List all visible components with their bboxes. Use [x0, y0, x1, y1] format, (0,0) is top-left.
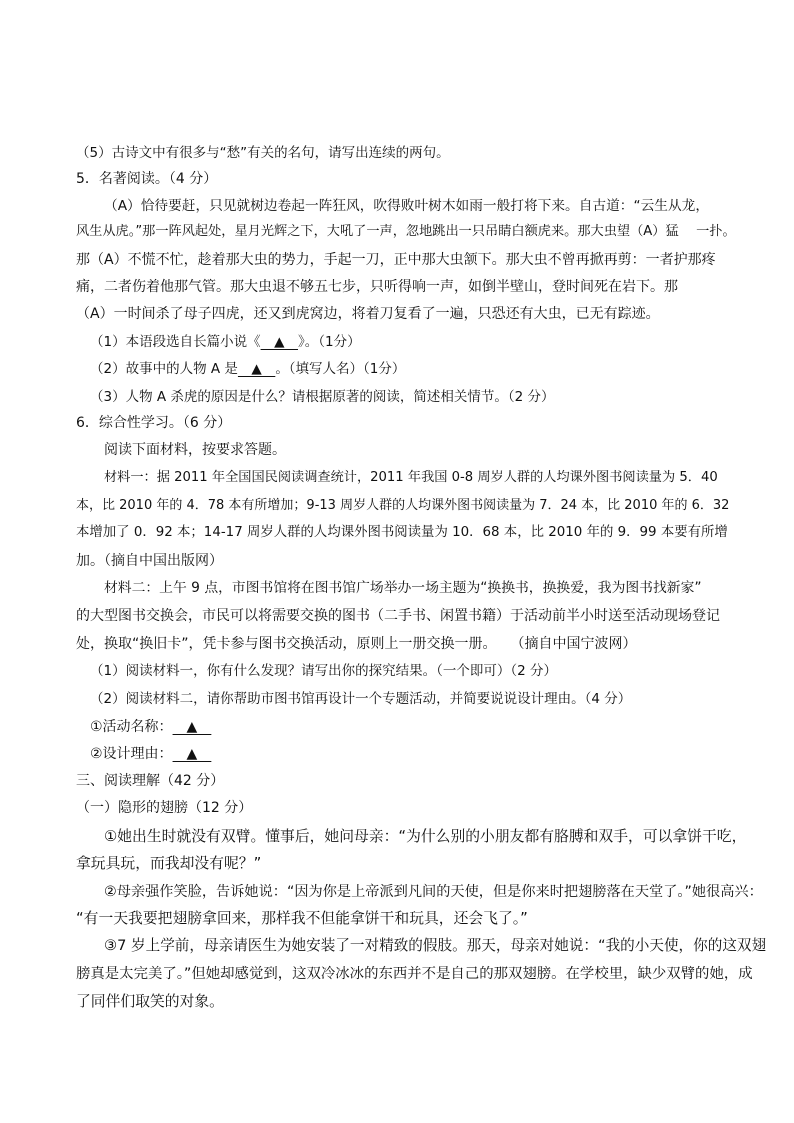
answer-blank-design-reason[interactable]: ▲ [172, 746, 212, 762]
material-1-line-2: 本，比 2010 年的 4．78 本有所增加；9-13 周岁人群的人均课外图书阅读量为 7．24 本，比 2010 年的 6．32 [76, 498, 730, 513]
passage-5-line-5: （A）一时间杀了母子四虎，还又到虎窝边，将着刀复看了一遍，只恐还有大虫，已无有踪迹。 [76, 306, 660, 322]
passage-5-line-4: 痛，二者伤着他那气管。那大虫退不够五七步，只听得响一声，如倒半壁山，登时间死在岩下。那 [76, 279, 678, 295]
question-5-2 [90, 358, 405, 380]
material-1-line-1: 材料一：据 2011 年全国国民阅读调查统计，2011 年我国 0-8 周岁人群的人均课外图书阅读量为 5．40 [104, 470, 718, 485]
material-2-line-1: 材料二：上午 9 点，市图书馆将在图书馆广场举办一场主题为“换换书，换换爱，我为图书找新家” [104, 580, 702, 596]
passage-5-line-3: 那（A）不慌不忙，趁着那大虫的势力，手起一刀，正中那大虫颔下。那大虫不曾再掀再剪：一者护那疼 [76, 252, 716, 268]
question-5-2-text: （2）故事中的人物 A 是 [90, 361, 238, 377]
material-2-line-3: 处，换取“换旧卡”，凭卡参与图书交换活动，原则上一册交换一册。 （摘自中国宁波网） [76, 636, 637, 652]
material-1-line-3: 本增加了 0．92 本；14-17 周岁人群的人均课外图书阅读量为 10．68 本，比 2010 年的 9．99 本要有所增 [76, 525, 728, 540]
reading-para-3-line-3: 了同伴们取笑的对象。 [76, 993, 224, 1010]
reading-para-2-line-1: ②母亲强作笑脸，告诉她说：“因为你是上帝派到凡间的天使，但是你来时把翅膀落在天堂了。”她很高兴： [104, 884, 763, 900]
reading-para-1-line-1: ①她出生时就没有双臂。懂事后，她问母亲：“为什么别的小朋友都有胳膊和双手，可以拿饼干吃， [104, 828, 747, 845]
question-6-1: （1）阅读材料一，你有什么发现？请写出你的探究结果。（一个即可）（2 分） [90, 663, 557, 679]
reading-para-2-line-2: “有一天我要把翅膀拿回来，那样我不但能拿饼干和玩具，还会飞了。” [76, 910, 528, 927]
reading-para-3-line-2: 膀真是太完美了。”但她却感觉到，这双冷冰冰的东西并不是自己的那双翅膀。在学校里，缺少双臂的她，成 [76, 966, 753, 982]
reading-para-1-line-2: 拿玩具玩，而我却没有呢？” [76, 855, 262, 872]
material-1-line-4: 加。（摘自中国出版网） [76, 553, 223, 569]
section-6-intro: 阅读下面材料，按要求答题。 [104, 442, 286, 458]
passage-5-line-2: 风生从虎。”那一阵风起处，星月光辉之下，大吼了一声，忽地跳出一只吊睛白额虎来。那大虫望（A）猛 一扑。 [76, 224, 736, 239]
question-5-2-score: 。（填写人名）（1分） [275, 361, 406, 377]
passage-5-line-1: （A）恰待要赶，只见就树边卷起一阵狂风，吹得败叶树木如雨一般打将下来。自古道：“云生从龙， [104, 198, 710, 214]
section-5-title: 5．名著阅读。（4 分） [76, 171, 218, 187]
material-2-line-2: 的大型图书交换会，市民可以将需要交换的图书（二手书、闲置书籍）于活动前半小时送至活动现场登记 [76, 608, 720, 624]
question-5-1-score: 》。（1分） [297, 334, 361, 350]
question-6-2: （2）阅读材料二，请你帮助市图书馆再设计一个专题活动，并简要说说设计理由。（4 分） [90, 691, 632, 707]
activity-name-label: ①活动名称： [90, 719, 173, 735]
section-6-title: 6．综合性学习。（6 分） [76, 415, 232, 431]
answer-blank-5-2[interactable]: ▲ [237, 361, 276, 377]
section-3-1-title: （一）隐形的翅膀（12 分） [76, 800, 253, 816]
question-5-3: （3）人物 A 杀虎的原因是什么？请根据原著的阅读，简述相关情节。（2 分） [90, 389, 555, 405]
question-5-5: （5）古诗文中有很多与“愁”有关的名句，请写出连续的两句。 [76, 145, 450, 161]
design-reason-row [90, 743, 211, 765]
design-reason-label: ②设计理由： [90, 746, 173, 762]
answer-blank-5-1[interactable]: ▲ [260, 334, 298, 350]
question-5-1 [90, 331, 361, 353]
question-5-1-text: （1）本语段选自长篇小说《 [90, 334, 261, 350]
activity-name-row [90, 716, 211, 738]
reading-para-3-line-1: ③7 岁上学前，母亲请医生为她安装了一对精致的假肢。那天，母亲对她说：“我的小天使，你的这双翅 [104, 937, 767, 954]
section-3-title: 三、阅读理解（42 分） [76, 773, 225, 789]
answer-blank-activity-name[interactable]: ▲ [172, 719, 212, 735]
